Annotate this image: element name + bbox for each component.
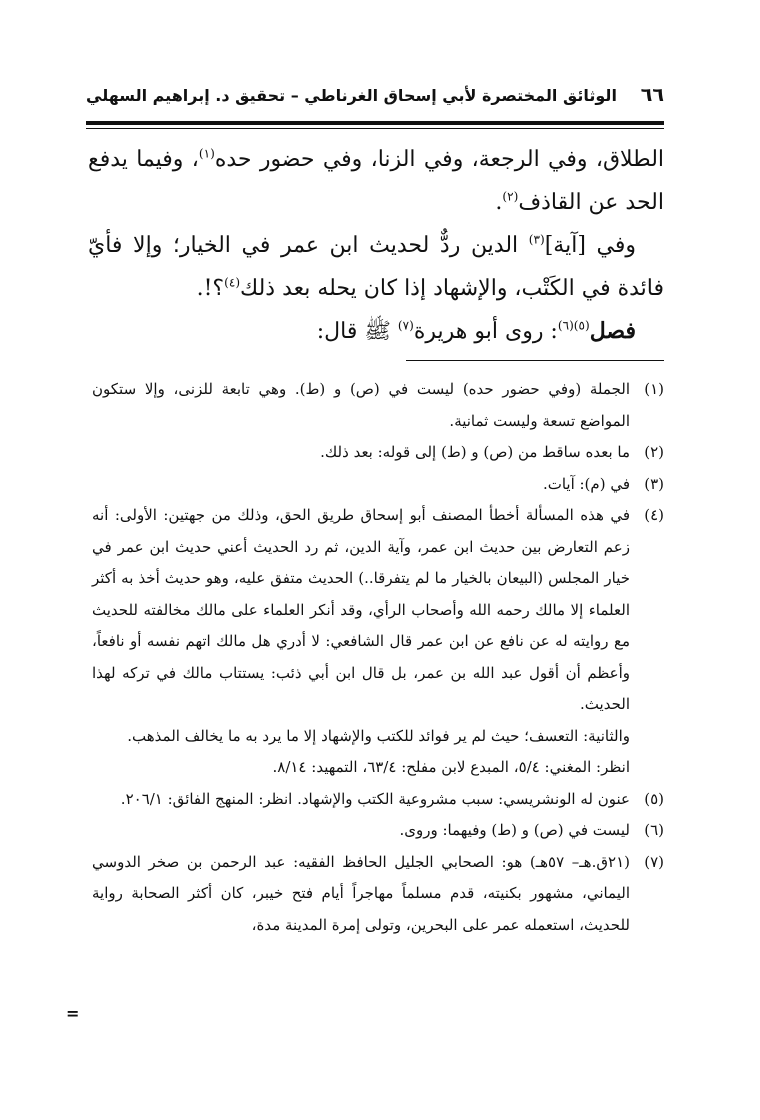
footnote-text (92, 847, 630, 942)
page-number: ٦٦ (640, 84, 664, 106)
paragraph-3 (88, 310, 664, 353)
footnote-marker: (٦) (644, 821, 664, 839)
text-run: : روى أبو هريرة (413, 319, 558, 344)
footnote-line: الجملة (وفي حضور حده) ليست في (ص) و (ط). وهي تابعة للزنى، وإلا ستكون المواضع تسعة وليست ثمانية. (92, 380, 630, 430)
footnote-marker: (٣) (644, 474, 664, 493)
footnote-2 (92, 437, 664, 469)
main-text (88, 138, 664, 353)
footnote-text (92, 815, 630, 847)
footnote-text (92, 469, 630, 501)
text-run: ﷺ قال: (316, 319, 398, 344)
footnote-text (92, 374, 630, 437)
text-run: وفي [آية] (544, 233, 636, 258)
text-run: الدين ردٌّ لحديث ابن عمر في الخيار؛ وإلا فأيّ فائدة في الكَتْب، والإشهاد إذا كان يحله بعد ذلك (88, 233, 664, 301)
section-heading-word: فصل (589, 318, 636, 344)
footnote-line: ليست في (ص) و (ط) وفيهما: وروى. (399, 821, 630, 839)
running-title: الوثائق المختصرة لأبي إسحاق الغرناطي – تحقيق د. إبراهيم السهلي (86, 86, 617, 105)
paragraph-2 (88, 224, 664, 310)
footnote-1 (92, 374, 664, 437)
footnote-text (92, 500, 630, 784)
footnote-line: في هذه المسألة أخطأ المصنف أبو إسحاق طريق الحق، وذلك من جهتين: الأولى: أنه زعم التعارض بين حديث ابن عمر، وآية الدين، ثم رد الحديث أعني حديث ابن عمر في خيار المجلس (البيعان بالخيار ما لم يتفرقا..) الحديث متفق عليه، وهو حديث أخذ به أكثر العلماء إلا مالك رحمه الله وأصحاب الرأي، وقد أنكر العلماء على مالك مخالفته للحديث مع روايته له عن نافع عن ابن عمر قال الشافعي: لا أدري هل مالك اتهم نفسه أو نافعاً، وأعظم أن أقول عبد الله بن عمر، بل قال ابن أبي ذئب: يستتاب مالك في تركه لهذا الحديث. (92, 506, 630, 713)
text-run: الطلاق، وفي الرجعة، وفي الزنا، وفي حضور حده (214, 147, 665, 172)
footnote-text (92, 784, 630, 816)
footnote-line: عنون له الونشريسي: سبب مشروعية الكتب والإشهاد. انظر: المنهج الفائق: ٢٠٦/١. (120, 789, 630, 808)
header-rule-thin (86, 128, 664, 129)
footnote-line: ما بعده ساقط من (ص) و (ط) إلى قوله: بعد ذلك. (320, 443, 630, 461)
footnote-line: في (م): آيات. (542, 474, 630, 493)
paragraph-1 (88, 138, 664, 224)
text-run: ؟!. (196, 276, 225, 301)
footnote-7 (92, 847, 664, 942)
footnote-marker: (٢) (644, 443, 664, 461)
footnote-line: انظر: المغني: ٥/٤، المبدع لابن مفلح: ٦٣/٤، التمهيد: ٨/١٤. (272, 758, 630, 776)
footnote-marker: (٤) (644, 506, 664, 524)
text-run: ، وفيما يدفع الحد عن القاذف (88, 147, 664, 215)
page-header (86, 84, 664, 106)
header-rule-thick (86, 121, 664, 125)
footnote-ref-2: (٢) (502, 189, 519, 204)
footnote-3 (92, 469, 664, 501)
footnote-marker: (٥) (644, 789, 664, 808)
footnote-4 (92, 500, 664, 784)
footnote-marker: (٧) (644, 852, 664, 871)
footnote-line: (٢١ق.هـ– ٥٧هـ) هو: الصحابي الجليل الحافظ الفقيه: عبد الرحمن بن صخر الدوسي اليماني، مشهور بكنيته، قدم مسلماً مهاجراً أيام فتح خيبر، كان أكثر الصحابة رواية للحديث، استعمله عمر على البحرين، وتولى إمرة المدينة مدة، (92, 852, 630, 934)
footnote-6 (92, 815, 664, 847)
footnote-separator (406, 360, 664, 361)
footnote-ref-3: (٣) (528, 232, 545, 247)
text-run: . (495, 190, 503, 215)
footnote-ref-1: (١) (198, 146, 215, 161)
footnote-ref-5-6: (٥)(٦) (557, 318, 590, 333)
footnote-ref-7: (٧) (397, 318, 414, 333)
footnote-line: والثانية: التعسف؛ حيث لم ير فوائد للكتب والإشهاد إلا ما يرد به ما يخالف المذهب. (127, 726, 630, 745)
footnote-marker: (١) (644, 380, 664, 398)
footnote-ref-4: (٤) (224, 275, 241, 290)
footnote-5 (92, 784, 664, 816)
footnotes (92, 374, 664, 941)
continuation-mark: = (66, 1004, 80, 1023)
footnote-text (92, 437, 630, 469)
